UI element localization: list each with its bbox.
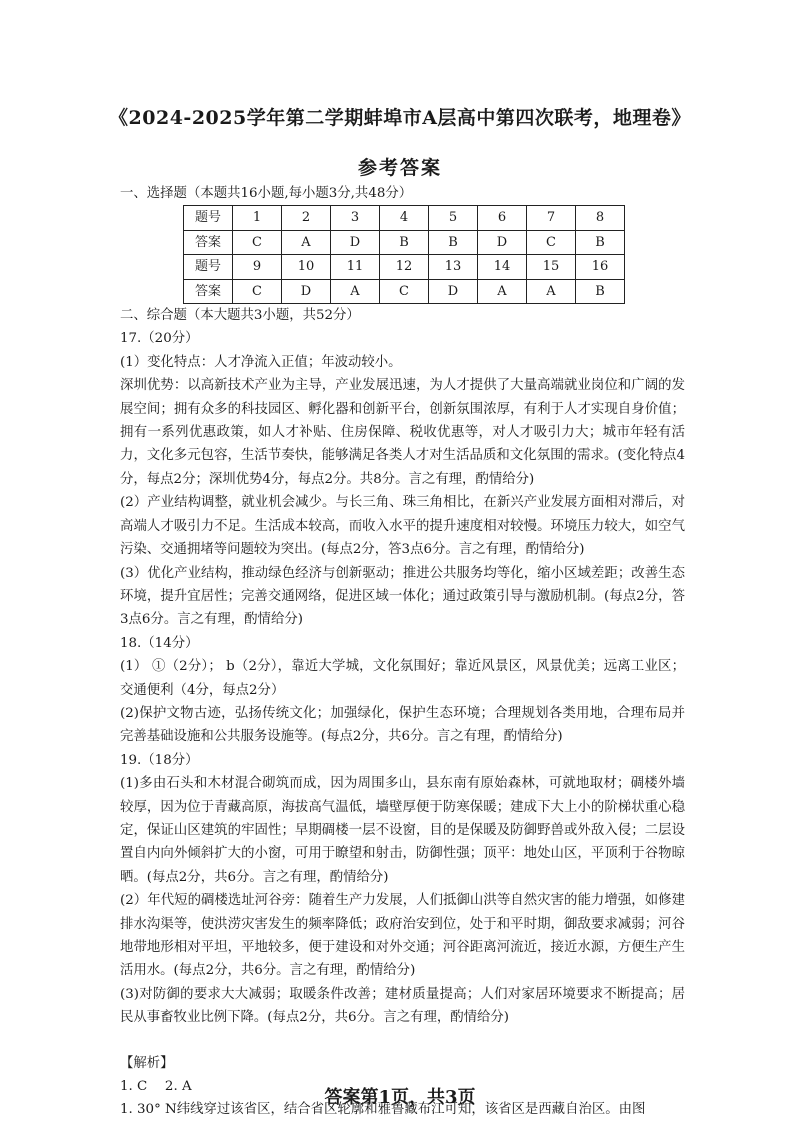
document-subtitle: 参考答案 <box>357 157 442 179</box>
table-cell: 4 <box>380 206 429 230</box>
table-row <box>184 230 625 254</box>
table-cell: B <box>576 230 625 254</box>
spacer <box>120 1030 685 1052</box>
table-row <box>184 206 625 230</box>
section1-heading: 一、选择题（本题共16小题,每小题3分,共48分） <box>120 186 413 201</box>
table-cell: 5 <box>429 206 478 230</box>
content-body <box>120 182 685 1122</box>
table-cell: D <box>282 279 331 303</box>
table-cell: 15 <box>527 255 576 279</box>
q18-part2-paragraph: (2)保护文物古迹，弘扬传统文化；加强绿化，保护生态环境；合理规划各类用地，合理布局并完善基础设施和公共服务设施等。(每点2分，共6分。言之有理，酌情给分) <box>120 705 685 745</box>
table-cell: C <box>380 279 429 303</box>
q18-label: 18.（14分） <box>120 635 199 651</box>
table-cell: C <box>527 230 576 254</box>
q19-part2-paragraph: (2）年代短的碉楼选址河谷旁：随着生产力发展，人们抵御山洪等自然灾害的能力增强，如修建排水沟渠等，使洪涝灾害发生的频率降低；政府治安到位，处于和平时期，御敌要求减弱；河谷地带地形相对平坦，平地较多，便于建设和对外交通；河谷距离河流近，接近水源，方便生产生活用水。(每点2分，共6分。言之有理，酌情给分) <box>120 893 685 979</box>
analysis-heading: 【解析】 <box>120 1055 174 1071</box>
q18-part1-paragraph: (1） ①（2分）； b（2分），靠近大学城，文化氛围好；靠近风景区，风景优美；远离工业区；交通便利（4分，每点2分） <box>120 659 685 698</box>
q17-part3-paragraph: (3）优化产业结构，推动绿色经济与创新驱动；推进公共服务均等化，缩小区域差距；改善生态环境，提升宜居性；完善交通网络，促进区域一体化；通过政策引导与激励机制。(每点2分，答3点6分。言之有理，酌情给分) <box>120 565 685 628</box>
table-cell: A <box>331 279 380 303</box>
section2-heading: 二、综合题（本大题共3小题，共52分） <box>120 308 360 324</box>
table-cell: 答案 <box>184 279 233 303</box>
table-cell: 14 <box>478 255 527 279</box>
table-cell: A <box>527 279 576 303</box>
table-cell: 1 <box>233 206 282 230</box>
table-cell: C <box>233 230 282 254</box>
table-cell: D <box>331 230 380 254</box>
analysis-answers: 1. C 2. A <box>120 1079 192 1095</box>
page-footer: 答案第1页，共3页 <box>324 1087 476 1108</box>
table-cell: A <box>478 279 527 303</box>
table-cell: C <box>233 279 282 303</box>
q17-advantages-paragraph: 深圳优势：以高新技术产业为主导，产业发展迅速，为人才提供了大量高端就业岗位和广阔的发展空间；拥有众多的科技园区、孵化器和创新平台，创新氛围浓厚，有利于人才实现自身价值；拥有一系列优惠政策，如人才补贴、住房保障、税收优惠等，对人才吸引力大；城市年轻有活力，文化多元包容，生活节奏快，能够满足各类人才对生活品质和文化氛围的需求。(变化特点4分，每点2分；深圳优势4分，每点2分。共8分。言之有理，酌情给分) <box>120 378 685 487</box>
table-cell: 7 <box>527 206 576 230</box>
q17-part2-paragraph: (2）产业结构调整，就业机会减少。与长三角、珠三角相比，在新兴产业发展方面相对滞后，对高端人才吸引力不足。生活成本较高，而收入水平的提升速度相对较慢。环境压力较大，如空气污染、交通拥堵等问题较为突出。(每点2分，答3点6分。言之有理，酌情给分) <box>120 495 685 558</box>
table-cell: 6 <box>478 206 527 230</box>
answer-table <box>183 205 625 304</box>
q19-part1-paragraph: (1)多由石头和木材混合砌筑而成，因为周围多山，县东南有原始森林，可就地取材；碉楼外墙较厚，因为位于青藏高原，海拔高气温低，墙壁厚便于防寒保暖；建成下大上小的阶梯状重心稳定，保证山区建筑的牢固性；早期碉楼一层不设窗，目的是保暖及防御野兽或外敌入侵；二层设置自内向外倾斜扩大的小窗，可用于瞭望和射击，防御性强；顶平：地处山区，平顶利于谷物晾晒。(每点2分，共6分。言之有理，酌情给分) <box>120 776 685 885</box>
table-cell: B <box>380 230 429 254</box>
q19-part3-paragraph: (3)对防御的要求大大减弱；取暖条件改善；建材质量提高；人们对家居环境要求不断提高；居民从事畜牧业比例下降。(每点2分，共6分。言之有理，酌情给分) <box>120 986 685 1026</box>
table-cell: 题号 <box>184 206 233 230</box>
table-cell: 11 <box>331 255 380 279</box>
table-cell: 答案 <box>184 230 233 254</box>
table-row <box>184 279 625 303</box>
analysis-explanation: 1. 30° N纬线穿过该省区，结合省区轮廓和雅鲁藏布江可知，该省区是西藏自治区。由图 <box>120 1102 646 1118</box>
table-cell: 10 <box>282 255 331 279</box>
table-cell: 题号 <box>184 255 233 279</box>
table-cell: B <box>576 279 625 303</box>
table-row <box>184 255 625 279</box>
table-cell: 9 <box>233 255 282 279</box>
q19-label: 19.（18分） <box>120 752 199 768</box>
q17-part1-paragraph: (1）变化特点：人才净流入正值；年波动较小。 <box>120 354 402 370</box>
table-cell: B <box>429 230 478 254</box>
table-cell: 16 <box>576 255 625 279</box>
table-cell: 8 <box>576 206 625 230</box>
table-cell: 13 <box>429 255 478 279</box>
table-cell: 3 <box>331 206 380 230</box>
table-cell: A <box>282 230 331 254</box>
table-cell: D <box>478 230 527 254</box>
q17-label: 17.（20分） <box>120 331 199 347</box>
table-cell: 12 <box>380 255 429 279</box>
table-cell: D <box>429 279 478 303</box>
document-title: 《2024-2025学年第二学期蚌埠市A层高中第四次联考，地理卷》 <box>109 107 691 129</box>
table-cell: 2 <box>282 206 331 230</box>
